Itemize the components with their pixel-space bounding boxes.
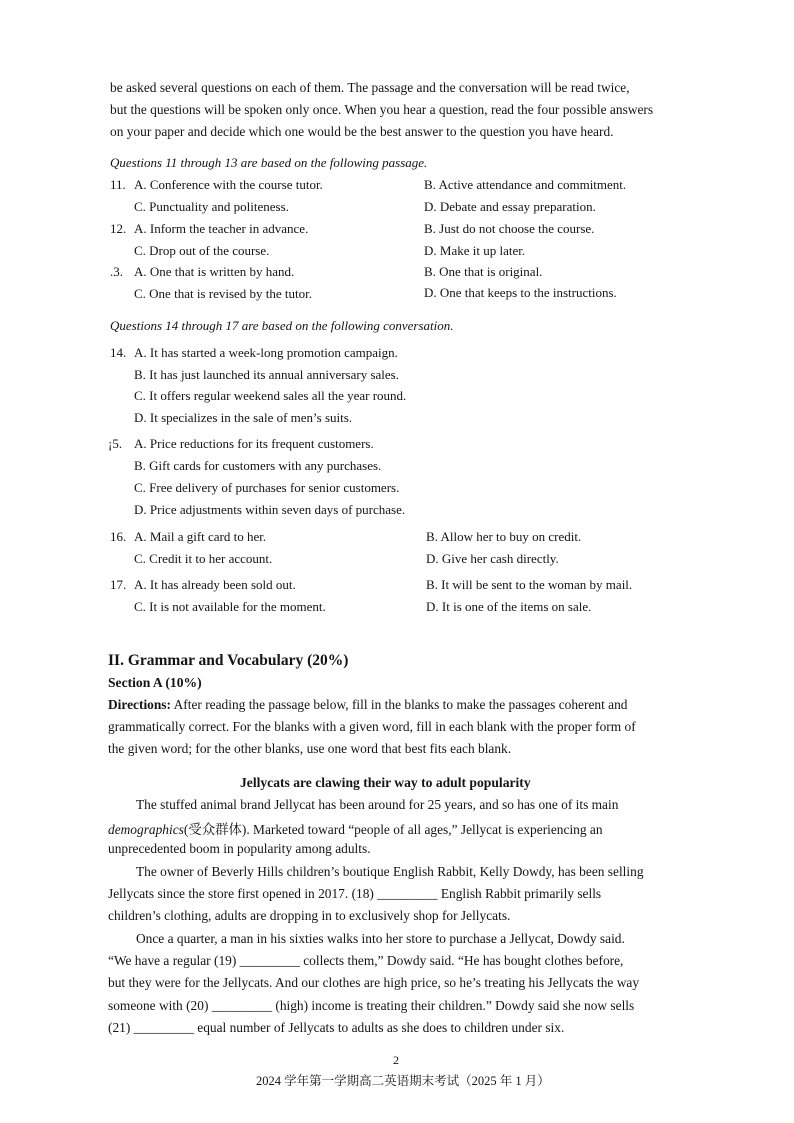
- article-line: The stuffed animal brand Jellycat has been around for 25 years, and so has one of its main: [136, 797, 619, 812]
- directions-line-3: the given word; for the other blanks, use one word that best fits each blank.: [108, 741, 512, 756]
- option-a: A. Mail a gift card to her.: [134, 529, 267, 544]
- article-line: “We have a regular (19) _________ collects them,” Dowdy said. “He has bought clothes before,: [108, 953, 624, 968]
- option-c: C. It offers regular weekend sales all the year round.: [134, 388, 407, 403]
- option-b: B. It has just launched its annual anniversary sales.: [134, 367, 399, 382]
- directions-line-2: grammatically correct. For the blanks with a given word, fill in each blank with the proper form of: [108, 719, 636, 734]
- question-number: 11.: [110, 177, 126, 192]
- option-a: A. Inform the teacher in advance.: [134, 221, 309, 236]
- article-line: The owner of Beverly Hills children’s boutique English Rabbit, Kelly Dowdy, has been selling: [136, 864, 644, 879]
- section-title: II. Grammar and Vocabulary (20%): [108, 652, 349, 669]
- article-line: Once a quarter, a man in his sixties walks into her store to purchase a Jellycat, Dowdy said.: [136, 931, 625, 946]
- option-d: D. Debate and essay preparation.: [424, 199, 596, 214]
- question-number: .3.: [110, 264, 123, 279]
- option-a: A. Price reductions for its frequent customers.: [134, 436, 374, 451]
- option-d: D. Price adjustments within seven days of purchase.: [134, 502, 406, 517]
- intro-line-1: be asked several questions on each of them. The passage and the conversation will be read twice,: [110, 80, 630, 95]
- question-number: 12.: [110, 221, 127, 236]
- option-b: B. Gift cards for customers with any purchases.: [134, 458, 382, 473]
- article-line: but they were for the Jellycats. And our clothes are high price, so he’s treating his Jellycats the way: [108, 975, 640, 990]
- option-b: B. Active attendance and commitment.: [424, 177, 627, 192]
- option-b: B. Just do not choose the course.: [424, 221, 595, 236]
- article-line: (21) _________ equal number of Jellycats to adults as she does to children under six.: [108, 1020, 565, 1035]
- option-c: C. It is not available for the moment.: [134, 599, 326, 614]
- directions-text: After reading the passage below, fill in the blanks to make the passages coherent and: [170, 697, 628, 712]
- question-number: ¡5.: [108, 436, 123, 451]
- option-b: B. It will be sent to the woman by mail.: [426, 577, 633, 592]
- article-line: [108, 819, 603, 838]
- option-a: A. One that is written by hand.: [134, 264, 295, 279]
- option-c: C. Free delivery of purchases for senior customers.: [134, 480, 400, 495]
- option-a: A. Conference with the course tutor.: [134, 177, 323, 192]
- option-c: C. Credit it to her account.: [134, 551, 273, 566]
- option-b: B. One that is original.: [424, 264, 543, 279]
- conversation-heading: Questions 14 through 17 are based on the following conversation.: [110, 318, 454, 333]
- section-a-title: Section A (10%): [108, 675, 202, 690]
- option-d: D. One that keeps to the instructions.: [424, 285, 617, 300]
- option-d: D. It is one of the items on sale.: [426, 599, 592, 614]
- option-d: D. It specializes in the sale of men’s suits.: [134, 410, 353, 425]
- article-line: unprecedented boom in popularity among adults.: [108, 841, 371, 856]
- page-number: 2: [393, 1053, 399, 1067]
- question-number: 17.: [110, 577, 127, 592]
- option-d: D. Give her cash directly.: [426, 551, 559, 566]
- option-d: D. Make it up later.: [424, 243, 526, 258]
- intro-line-2: but the questions will be spoken only once. When you hear a question, read the four possible answers: [110, 102, 654, 117]
- option-c: C. One that is revised by the tutor.: [134, 286, 313, 301]
- article-line: children’s clothing, adults are dropping in to exclusively shop for Jellycats.: [108, 908, 511, 923]
- intro-line-3: on your paper and decide which one would be the best answer to the question you have heard.: [110, 124, 614, 139]
- option-c: C. Drop out of the course.: [134, 243, 270, 258]
- option-b: B. Allow her to buy on credit.: [426, 529, 582, 544]
- article-title: Jellycats are clawing their way to adult popularity: [240, 775, 531, 790]
- directions-line-1: [108, 697, 627, 713]
- option-a: A. It has started a week-long promotion campaign.: [134, 345, 398, 360]
- article-italic-term: demographics: [108, 822, 184, 837]
- option-c: C. Punctuality and politeness.: [134, 199, 289, 214]
- article-line: Jellycats since the store first opened in 2017. (18) _________ English Rabbit primarily sells: [108, 886, 602, 901]
- passage-heading: Questions 11 through 13 are based on the following passage.: [110, 155, 428, 170]
- article-text: (受众群体). Marketed toward “people of all ages,” Jellycat is experiencing an: [183, 822, 603, 837]
- article-line: someone with (20) _________ (high) income is treating their children.” Dowdy said she now sells: [108, 998, 635, 1013]
- option-a: A. It has already been sold out.: [134, 577, 296, 592]
- directions-label: Directions:: [108, 697, 171, 712]
- question-number: 16.: [110, 529, 127, 544]
- exam-footer: 2024 学年第一学期高二英语期末考试（2025 年 1 月）: [256, 1074, 550, 1088]
- question-number: 14.: [110, 345, 127, 360]
